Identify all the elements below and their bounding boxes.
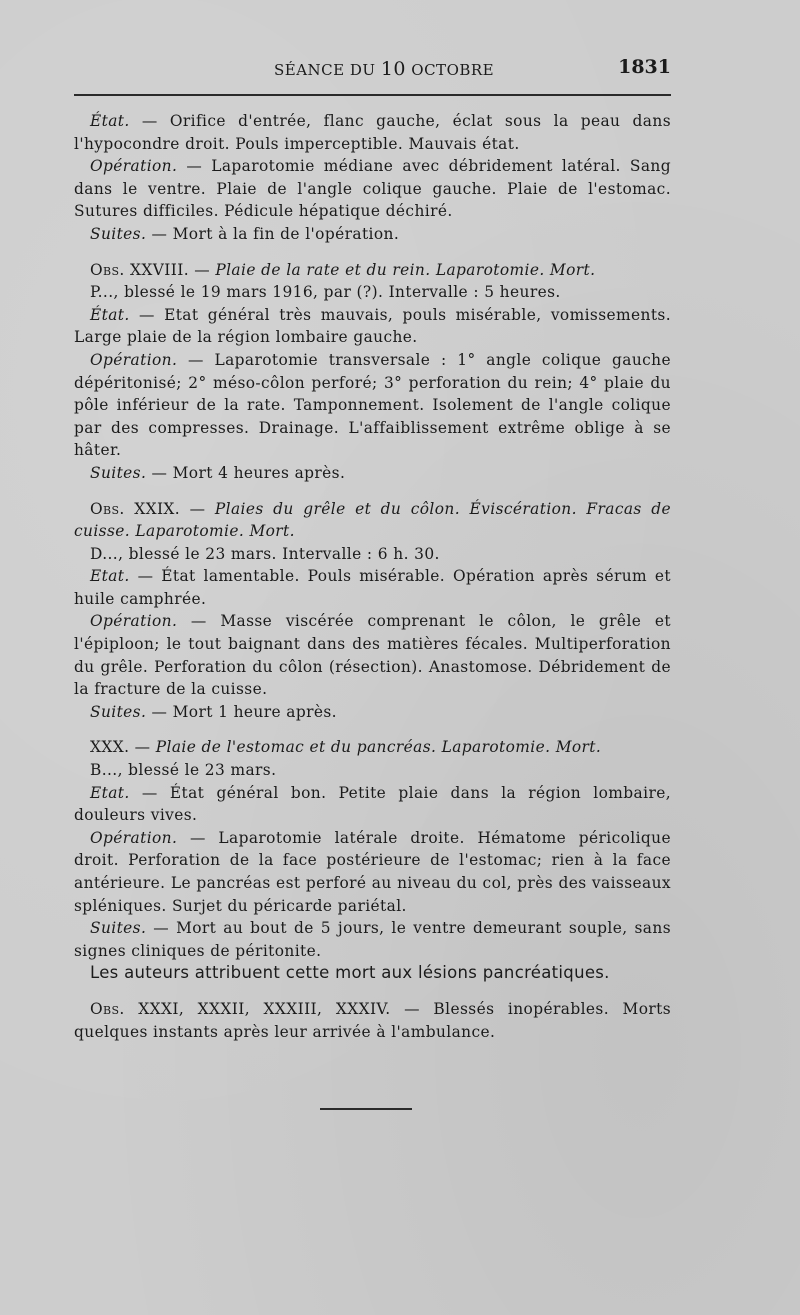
obs-30-patient: B..., blessé le 23 mars. (90, 761, 277, 780)
obs-28-patient: P..., blessé le 19 mars 1916, par (?). Intervalle : 5 heures. (90, 283, 561, 302)
obs-28-suites-label: Suites. (90, 463, 147, 482)
obs-28-heading (74, 259, 671, 282)
obs-29-etat-label: Etat. (90, 567, 130, 586)
obs-28-title: Plaie de la rate et du rein. Laparotomie. Mort. (215, 260, 596, 279)
obs-30-operation-label: Opération. (90, 828, 178, 847)
obs-31-34-paragraph (74, 998, 671, 1043)
obs-30-operation (74, 827, 671, 917)
obs-28-etat-label: État. (90, 305, 130, 324)
obs-31-34-number: Obs. XXXI, XXXII, XXXIII, XXXIV. (90, 999, 391, 1018)
page-number: 1831 (618, 56, 671, 78)
obs-29-operation-label: Opération. (90, 612, 178, 631)
obs-29-etat (74, 565, 671, 610)
operation-label: Opération. (90, 157, 178, 176)
obs-28-suites-text: — Mort 4 heures après. (146, 463, 346, 482)
running-title-day: 10 (380, 58, 407, 80)
obs-30-title: Plaie de l'estomac et du pancréas. Laparotomie. Mort. (155, 738, 602, 757)
obs-31-34-text: — Blessés inopérables. Morts quelques instants après leur arrivée à l'ambulance. (74, 999, 671, 1041)
obs-29-title: Plaies du grêle et du côlon. Éviscération. Fracas de cuisse. Laparotomie. Mort. (74, 499, 671, 541)
obs-30-etat-text: — État général bon. Petite plaie dans la région lombaire, douleurs vives. (74, 783, 671, 825)
obs-28-etat-text: — Etat général très mauvais, pouls misérable, vomissements. Large plaie de la région lombaire gauche. (74, 305, 671, 347)
operation-paragraph (74, 155, 671, 223)
obs-30-suites-label: Suites. (90, 919, 147, 938)
obs-30-etat-label: Etat. (90, 783, 130, 802)
running-title-prefix: SÉANCE DU (274, 61, 381, 79)
obs-29-suites-text: — Mort 1 heure après. (146, 702, 337, 721)
obs-30-heading (74, 736, 671, 759)
obs-29-heading (74, 498, 671, 543)
etat-paragraph (74, 110, 671, 155)
obs-29-patient: D..., blessé le 23 mars. Intervalle : 6 h. 30. (90, 544, 440, 563)
obs-28-suites (74, 462, 671, 485)
obs-29-suites-label: Suites. (90, 702, 147, 721)
end-rule (320, 1108, 412, 1110)
running-title (274, 58, 494, 80)
suites-paragraph (74, 223, 671, 246)
obs-30-suites (74, 917, 671, 962)
suites-label: Suites. (90, 224, 147, 243)
obs-28-operation-text: — Laparotomie transversale : 1° angle colique gauche dépéritonisé; 2° méso-côlon perforé; 3° perforation du rein; 4° plaie du pôle inférieur de la rate. Tamponnement. Isolement de l'angle colique par des compresses. Drainage. L'affaiblissement extrême oblige à se hâter. (74, 350, 671, 460)
obs-30-operation-text: — Laparotomie latérale droite. Hématome péricolique droit. Perforation de la face postérieure de l'estomac; rien à la face antérieure. Le pancréas est perforé au niveau du col, près des vaisseaux spléniques. Surjet du péricarde pariétal. (74, 828, 671, 915)
etat-label: État. (90, 112, 130, 130)
obs-29-etat-text: — État lamentable. Pouls misérable. Opération après sérum et huile camphrée. (74, 567, 671, 608)
etat-text: — Orifice d'entrée, flanc gauche, éclat sous la peau dans l'hypocondre droit. Pouls imperceptible. Mauvais état. (74, 112, 671, 153)
header-rule (74, 94, 671, 96)
obs-28-etat (74, 304, 671, 349)
running-title-suffix: OCTOBRE (406, 61, 495, 79)
obs-30-suites-text: — Mort au bout de 5 jours, le ventre demeurant souple, sans signes cliniques de péritonite. (74, 919, 671, 960)
obs-29-suites (74, 701, 671, 724)
obs-30-number: XXX. — (90, 738, 156, 757)
obs-30-etat (74, 782, 671, 827)
suites-text: — Mort à la fin de l'opération. (146, 224, 400, 243)
body-text (74, 110, 671, 1043)
operation-text: — Laparotomie médiane avec débridement latéral. Sang dans le ventre. Plaie de l'angle colique gauche. Plaie de l'estomac. Sutures difficiles. Pédicule hépatique déchiré. (74, 157, 671, 221)
obs-28-operation-label: Opération. (90, 350, 178, 369)
page-header (74, 58, 671, 84)
obs-28-number: Obs. XXVIII. — (90, 260, 216, 279)
conclusion-line: Les auteurs attribuent cette mort aux lésions pancréatiques. (90, 963, 610, 983)
obs-29-number: Obs. XXIX. — (90, 499, 215, 518)
obs-29-operation-text: — Masse viscérée comprenant le côlon, le grêle et l'épiploon; le tout baignant dans des matières fécales. Multiperforation du grêle. Perforation du côlon (résection). Anastomose. Débridement de la fracture de la cuisse. (74, 612, 671, 699)
obs-29-operation (74, 610, 671, 700)
obs-28-operation (74, 349, 671, 462)
